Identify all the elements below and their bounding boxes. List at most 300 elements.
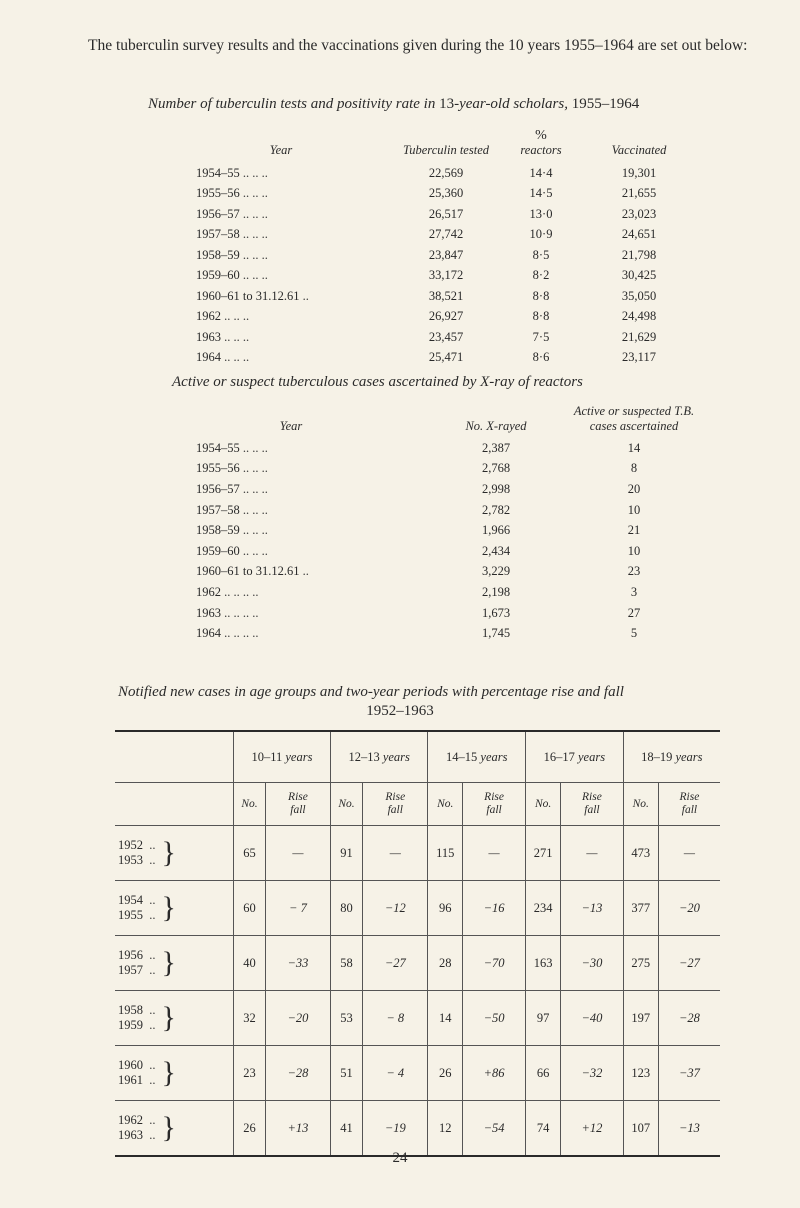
t3-sub-rise-fall-text: Rise fall	[484, 791, 504, 816]
t3-corner-sub	[115, 783, 234, 826]
t3-count: 66	[526, 1046, 561, 1101]
t1-reactors: 8·5	[532, 247, 550, 262]
table-row	[196, 348, 692, 369]
table-row	[196, 286, 692, 307]
t2-leader-dots: .. .. .. ..	[224, 605, 259, 620]
t3-years-cell	[115, 1046, 234, 1101]
t3-year-line	[118, 1003, 156, 1018]
table-row	[196, 479, 702, 500]
t1-tested: 27,742	[428, 227, 464, 242]
t1-year-cell	[196, 163, 396, 184]
t2-year-cell	[196, 438, 426, 459]
t3-group-range: 18–19	[641, 749, 673, 764]
t1-header-tested: Tuberculin tested	[403, 143, 489, 157]
t3-group-header	[526, 732, 624, 783]
t3-year: 1959	[118, 1018, 143, 1032]
t3-year: 1960	[118, 1058, 143, 1072]
t3-group-range: 10–11	[251, 749, 283, 764]
t1-year-cell	[196, 286, 396, 307]
t3-count: 473	[623, 826, 658, 881]
t3-corner	[115, 732, 234, 783]
table-row	[196, 438, 702, 459]
t1-leader-dots: .. .. ..	[242, 186, 268, 201]
t3-leader-dots: ..	[149, 948, 156, 962]
t1-reactors: 10·9	[529, 227, 553, 242]
table-row	[115, 936, 720, 991]
t2-year: 1963	[196, 605, 221, 620]
t3-sub-rise-fall	[463, 783, 526, 826]
t3-count: 32	[234, 991, 266, 1046]
t1-vaccinated: 23,023	[621, 206, 657, 221]
t3-rise-fall: —	[363, 826, 428, 881]
t3-count: 26	[428, 1046, 463, 1101]
t2-leader-dots: .. .. ..	[242, 481, 268, 496]
t3-rise-fall: −20	[658, 881, 720, 936]
table-row	[115, 1101, 720, 1156]
t1-header-year: Year	[269, 143, 293, 157]
t3-rise-fall: −12	[363, 881, 428, 936]
t2-xrayed: 3,229	[481, 564, 511, 579]
t1-reactors: 8·8	[532, 309, 550, 324]
t2-leader-dots: .. .. ..	[242, 523, 268, 538]
t1-year: 1960–61 to 31.12.61	[196, 288, 300, 303]
t2-active: 10	[627, 543, 641, 558]
t3-rise-fall: —	[463, 826, 526, 881]
t3-year-line	[118, 948, 156, 963]
t3-year: 1958	[118, 1003, 143, 1017]
t3-sub-rise-fall	[658, 783, 720, 826]
t3-group-range: 14–15	[446, 749, 478, 764]
t2-year-cell	[196, 541, 426, 562]
t3-group-range: 12–13	[348, 749, 380, 764]
t1-leader-dots: .. .. ..	[242, 165, 268, 180]
t3-year: 1953	[118, 853, 143, 867]
t3-count: 14	[428, 991, 463, 1046]
t1-reactors: 8·2	[532, 268, 550, 283]
t2-active: 10	[627, 502, 641, 517]
t3-count: 74	[526, 1101, 561, 1156]
t3-rise-fall: −28	[266, 1046, 331, 1101]
t1-vaccinated: 30,425	[621, 268, 657, 283]
t1-year-cell	[196, 307, 396, 328]
t3-years-box	[115, 948, 233, 978]
t1-leader-dots: .. .. ..	[224, 350, 250, 365]
t3-rise-fall: −32	[561, 1046, 623, 1101]
t3-rise-fall: −70	[463, 936, 526, 991]
table-row	[196, 266, 692, 287]
t3-rise-fall: −13	[561, 881, 623, 936]
t3-sub-rise-fall-text: Rise fall	[582, 791, 602, 816]
table-row	[196, 582, 702, 603]
t3-count: 163	[526, 936, 561, 991]
t3-rise-fall: −28	[658, 991, 720, 1046]
t3-years-box	[115, 1058, 233, 1088]
t3-leader-dots: ..	[149, 1058, 156, 1072]
t3-rise-fall: −27	[363, 936, 428, 991]
table-row	[196, 225, 692, 246]
t3-year-line	[118, 1018, 156, 1033]
t3-years-list	[118, 1058, 156, 1088]
t3-rise-fall: −13	[658, 1101, 720, 1156]
t1-year: 1955–56	[196, 186, 240, 201]
table-row	[196, 500, 702, 521]
table-row	[115, 826, 720, 881]
t2-year-cell	[196, 582, 426, 603]
table-row	[196, 327, 692, 348]
t3-brace: }	[161, 1111, 176, 1144]
t2-active: 3	[630, 584, 638, 599]
t2-xrayed: 2,434	[481, 543, 511, 558]
intro-paragraph: The tuberculin survey results and the vaccinations given during the 10 years 1955–1964 are set out below:	[88, 37, 748, 54]
t2-active: 8	[630, 461, 638, 476]
t2-xrayed: 1,966	[481, 523, 511, 538]
t3-count: 197	[623, 991, 658, 1046]
t3-sub-rise-fall-text: Rise fall	[288, 791, 308, 816]
t1-leader-dots: .. .. ..	[242, 247, 268, 262]
t3-count: 123	[623, 1046, 658, 1101]
t3-count: 40	[234, 936, 266, 991]
t1-header-reactors: % reactors	[520, 128, 562, 157]
t3-year-line	[118, 963, 156, 978]
t1-year: 1957–58	[196, 227, 240, 242]
t3-year: 1955	[118, 908, 143, 922]
t3-sub-rise-fall	[363, 783, 428, 826]
age-group-table	[115, 732, 720, 1155]
tuberculin-table	[196, 128, 692, 368]
t1-reactors: 14·4	[529, 165, 553, 180]
t3-rise-fall: —	[266, 826, 331, 881]
t3-count: 91	[330, 826, 362, 881]
t3-rise-fall: —	[561, 826, 623, 881]
t2-year-cell	[196, 479, 426, 500]
t3-rise-fall: −16	[463, 881, 526, 936]
t2-active: 5	[630, 626, 638, 641]
t1-year: 1964	[196, 350, 221, 365]
t3-sub-no: No.	[526, 783, 561, 826]
t2-leader-dots: .. .. ..	[242, 543, 268, 558]
xray-table	[196, 404, 702, 644]
t3-year: 1954	[118, 893, 143, 907]
t3-leader-dots: ..	[149, 1113, 156, 1127]
t3-years-cell	[115, 936, 234, 991]
t3-rise-fall: −20	[266, 991, 331, 1046]
t3-year: 1957	[118, 963, 143, 977]
t1-leader-dots: .. .. ..	[224, 309, 250, 324]
t3-rise-fall: −50	[463, 991, 526, 1046]
table-row	[196, 204, 692, 225]
t3-count: 271	[526, 826, 561, 881]
t3-group-unit: years	[480, 749, 508, 764]
t3-count: 58	[330, 936, 362, 991]
t1-tested: 26,927	[428, 309, 464, 324]
t2-year: 1957–58	[196, 502, 240, 517]
t2-leader-dots: .. .. .. ..	[224, 626, 259, 641]
t2-xrayed: 1,673	[481, 605, 511, 620]
t3-rise-fall: —	[658, 826, 720, 881]
t1-tested: 25,471	[428, 350, 464, 365]
t2-active: 14	[627, 440, 641, 455]
t3-years-cell	[115, 1101, 234, 1156]
t2-active: 20	[627, 481, 641, 496]
t3-years-list	[118, 893, 156, 923]
t1-tested: 23,457	[428, 329, 464, 344]
t1-vaccinated: 21,655	[621, 186, 657, 201]
t1-tested: 23,847	[428, 247, 464, 262]
t1-vaccinated: 24,651	[621, 227, 657, 242]
t1-tested: 22,569	[428, 165, 464, 180]
t3-rise-fall: −37	[658, 1046, 720, 1101]
t1-tested: 25,360	[428, 186, 464, 201]
table-row	[196, 184, 692, 205]
t2-year: 1954–55	[196, 440, 240, 455]
t2-xrayed: 2,387	[481, 440, 511, 455]
t3-group-range: 16–17	[543, 749, 575, 764]
t1-year: 1963	[196, 329, 221, 344]
t3-years-list	[118, 1113, 156, 1143]
t2-leader-dots: .. .. ..	[242, 502, 268, 517]
t3-year-line	[118, 1058, 156, 1073]
t3-brace: }	[161, 946, 176, 979]
t3-group-header	[234, 732, 331, 783]
t3-rise-fall: − 7	[266, 881, 331, 936]
t3-count: 80	[330, 881, 362, 936]
t2-leader-dots: .. .. ..	[242, 461, 268, 476]
t3-brace: }	[161, 1001, 176, 1034]
t3-leader-dots: ..	[149, 1128, 156, 1142]
t3-count: 97	[526, 991, 561, 1046]
t3-year-line	[118, 1073, 156, 1088]
table-row	[196, 520, 702, 541]
t2-leader-dots: .. .. ..	[242, 440, 268, 455]
t3-year: 1962	[118, 1113, 143, 1127]
t1-reactors: 14·5	[529, 186, 553, 201]
t3-rise-fall: −19	[363, 1101, 428, 1156]
t1-year: 1954–55	[196, 165, 240, 180]
t3-years-cell	[115, 826, 234, 881]
t2-xrayed: 2,782	[481, 502, 511, 517]
t3-rise-fall: +13	[266, 1101, 331, 1156]
t1-year: 1959–60	[196, 268, 240, 283]
t2-leader-dots: ..	[302, 564, 309, 579]
t1-year-cell	[196, 327, 396, 348]
t3-group-header	[623, 732, 720, 783]
t3-years-box	[115, 893, 233, 923]
t3-year-line	[118, 1128, 156, 1143]
table-row	[115, 1046, 720, 1101]
table-row	[196, 541, 702, 562]
t3-count: 107	[623, 1101, 658, 1156]
t2-leader-dots: .. .. .. ..	[224, 584, 259, 599]
t1-year-cell	[196, 348, 396, 369]
t3-year-line	[118, 838, 156, 853]
t3-year: 1952	[118, 838, 143, 852]
t1-leader-dots: .. .. ..	[242, 206, 268, 221]
t3-leader-dots: ..	[149, 1003, 156, 1017]
t3-years-list	[118, 948, 156, 978]
table3-subcaption: 1952–1963	[366, 703, 434, 719]
t3-years-box	[115, 838, 233, 868]
t3-group-unit: years	[285, 749, 313, 764]
t3-count: 377	[623, 881, 658, 936]
t2-year: 1956–57	[196, 481, 240, 496]
t3-sub-rise-fall-text: Rise fall	[679, 791, 700, 816]
t3-count: 60	[234, 881, 266, 936]
t3-year-line	[118, 893, 156, 908]
t3-year: 1961	[118, 1073, 143, 1087]
t3-sub-no: No.	[623, 783, 658, 826]
t3-years-box	[115, 1003, 233, 1033]
t3-brace: }	[161, 891, 176, 924]
t2-year: 1960–61 to 31.12.61	[196, 564, 300, 579]
t3-sub-rise-fall	[561, 783, 623, 826]
t3-group-unit: years	[382, 749, 410, 764]
t1-year-cell	[196, 266, 396, 287]
t2-year: 1962	[196, 584, 221, 599]
t3-leader-dots: ..	[149, 1018, 156, 1032]
t2-year: 1959–60	[196, 543, 240, 558]
t3-group-header	[428, 732, 526, 783]
t3-leader-dots: ..	[149, 963, 156, 977]
table-row	[196, 603, 702, 624]
t3-year-line	[118, 853, 156, 868]
t1-leader-dots: .. .. ..	[242, 268, 268, 283]
t2-year: 1964	[196, 626, 221, 641]
t1-year: 1962	[196, 309, 221, 324]
t3-count: 65	[234, 826, 266, 881]
t3-group-unit: years	[577, 749, 606, 764]
t2-year: 1955–56	[196, 461, 240, 476]
t3-brace: }	[161, 1056, 176, 1089]
t1-tested: 33,172	[428, 268, 464, 283]
t1-vaccinated: 21,798	[621, 247, 657, 262]
t3-count: 275	[623, 936, 658, 991]
t2-xrayed: 2,198	[481, 584, 511, 599]
table3-caption: Notified new cases in age groups and two-year periods with percentage rise and fall	[118, 684, 624, 700]
t3-subheader-row	[115, 783, 720, 826]
t2-active: 21	[627, 523, 641, 538]
t1-leader-dots: .. .. ..	[224, 329, 250, 344]
t2-year: 1958–59	[196, 523, 240, 538]
table-row	[196, 307, 692, 328]
t3-rise-fall: −54	[463, 1101, 526, 1156]
table2-caption: Active or suspect tuberculous cases ascertained by X-ray of reactors	[172, 374, 583, 390]
t1-vaccinated: 23,117	[622, 350, 656, 365]
t2-year-cell	[196, 459, 426, 480]
t3-group-unit: years	[675, 749, 703, 764]
table-row	[196, 163, 692, 184]
t3-year: 1956	[118, 948, 143, 962]
t3-count: 96	[428, 881, 463, 936]
t3-rise-fall: − 4	[363, 1046, 428, 1101]
page-number: 24	[392, 1150, 408, 1166]
t3-group-header	[330, 732, 428, 783]
t3-rise-fall: −40	[561, 991, 623, 1046]
t1-vaccinated: 35,050	[621, 288, 657, 303]
t3-sub-no: No.	[428, 783, 463, 826]
t1-reactors: 13·0	[529, 206, 553, 221]
t3-year-line	[118, 1113, 156, 1128]
table-row	[196, 623, 702, 644]
t3-rise-fall: +86	[463, 1046, 526, 1101]
t3-years-list	[118, 838, 156, 868]
table-row	[115, 881, 720, 936]
t1-reactors: 8·6	[532, 350, 550, 365]
t3-count: 115	[428, 826, 463, 881]
t3-sub-no: No.	[234, 783, 266, 826]
t3-years-cell	[115, 881, 234, 936]
t3-rise-fall: −27	[658, 936, 720, 991]
t1-year-cell	[196, 204, 396, 225]
t1-reactors: 8·8	[532, 288, 550, 303]
t1-vaccinated: 21,629	[621, 329, 657, 344]
t1-leader-dots: .. .. ..	[242, 227, 268, 242]
t3-rise-fall: −30	[561, 936, 623, 991]
t2-active: 23	[627, 564, 641, 579]
t2-xrayed: 2,998	[481, 481, 511, 496]
t3-sub-no: No.	[330, 783, 362, 826]
t3-leader-dots: ..	[149, 853, 156, 867]
t1-header-vaccinated: Vaccinated	[611, 143, 667, 157]
t3-count: 28	[428, 936, 463, 991]
t3-rise-fall: − 8	[363, 991, 428, 1046]
t3-count: 51	[330, 1046, 362, 1101]
t1-year-cell	[196, 225, 396, 246]
t3-brace: }	[161, 836, 176, 869]
t2-header-xrayed: No. X-rayed	[465, 419, 527, 433]
t1-tested: 26,517	[428, 206, 464, 221]
table-row	[196, 245, 692, 266]
t2-year-cell	[196, 603, 426, 624]
t3-count: 23	[234, 1046, 266, 1101]
t1-reactors: 7·5	[532, 329, 550, 344]
t1-vaccinated: 24,498	[621, 309, 657, 324]
t3-sub-rise-fall-text: Rise fall	[385, 791, 406, 816]
t3-leader-dots: ..	[149, 838, 156, 852]
t2-header-active: Active or suspected T.B. cases ascertained	[573, 404, 695, 433]
t1-year: 1956–57	[196, 206, 240, 221]
t2-active: 27	[627, 605, 641, 620]
t3-rise-fall: −33	[266, 936, 331, 991]
table-row	[115, 991, 720, 1046]
t1-leader-dots: ..	[302, 288, 309, 303]
t2-xrayed: 1,745	[481, 626, 511, 641]
t2-year-cell	[196, 500, 426, 521]
t3-leader-dots: ..	[149, 1073, 156, 1087]
t3-count: 12	[428, 1101, 463, 1156]
age-group-table-frame	[115, 730, 720, 1157]
t2-xrayed: 2,768	[481, 461, 511, 476]
t2-year-cell	[196, 520, 426, 541]
table-row	[196, 562, 702, 583]
t3-count: 234	[526, 881, 561, 936]
t1-vaccinated: 19,301	[621, 165, 657, 180]
t1-year: 1958–59	[196, 247, 240, 262]
t2-year-cell	[196, 562, 426, 583]
t3-years-list	[118, 1003, 156, 1033]
t3-count: 41	[330, 1101, 362, 1156]
table-row	[196, 459, 702, 480]
t1-year-cell	[196, 184, 396, 205]
t3-leader-dots: ..	[149, 908, 156, 922]
t3-years-cell	[115, 991, 234, 1046]
t3-rise-fall: +12	[561, 1101, 623, 1156]
t3-years-box	[115, 1113, 233, 1143]
t3-count: 26	[234, 1101, 266, 1156]
t2-header-year: Year	[279, 419, 303, 433]
t3-group-row	[115, 732, 720, 783]
t1-tested: 38,521	[428, 288, 464, 303]
table1-caption: Number of tuberculin tests and positivity rate in 13-year-old scholars, 1955–1964	[148, 96, 640, 112]
